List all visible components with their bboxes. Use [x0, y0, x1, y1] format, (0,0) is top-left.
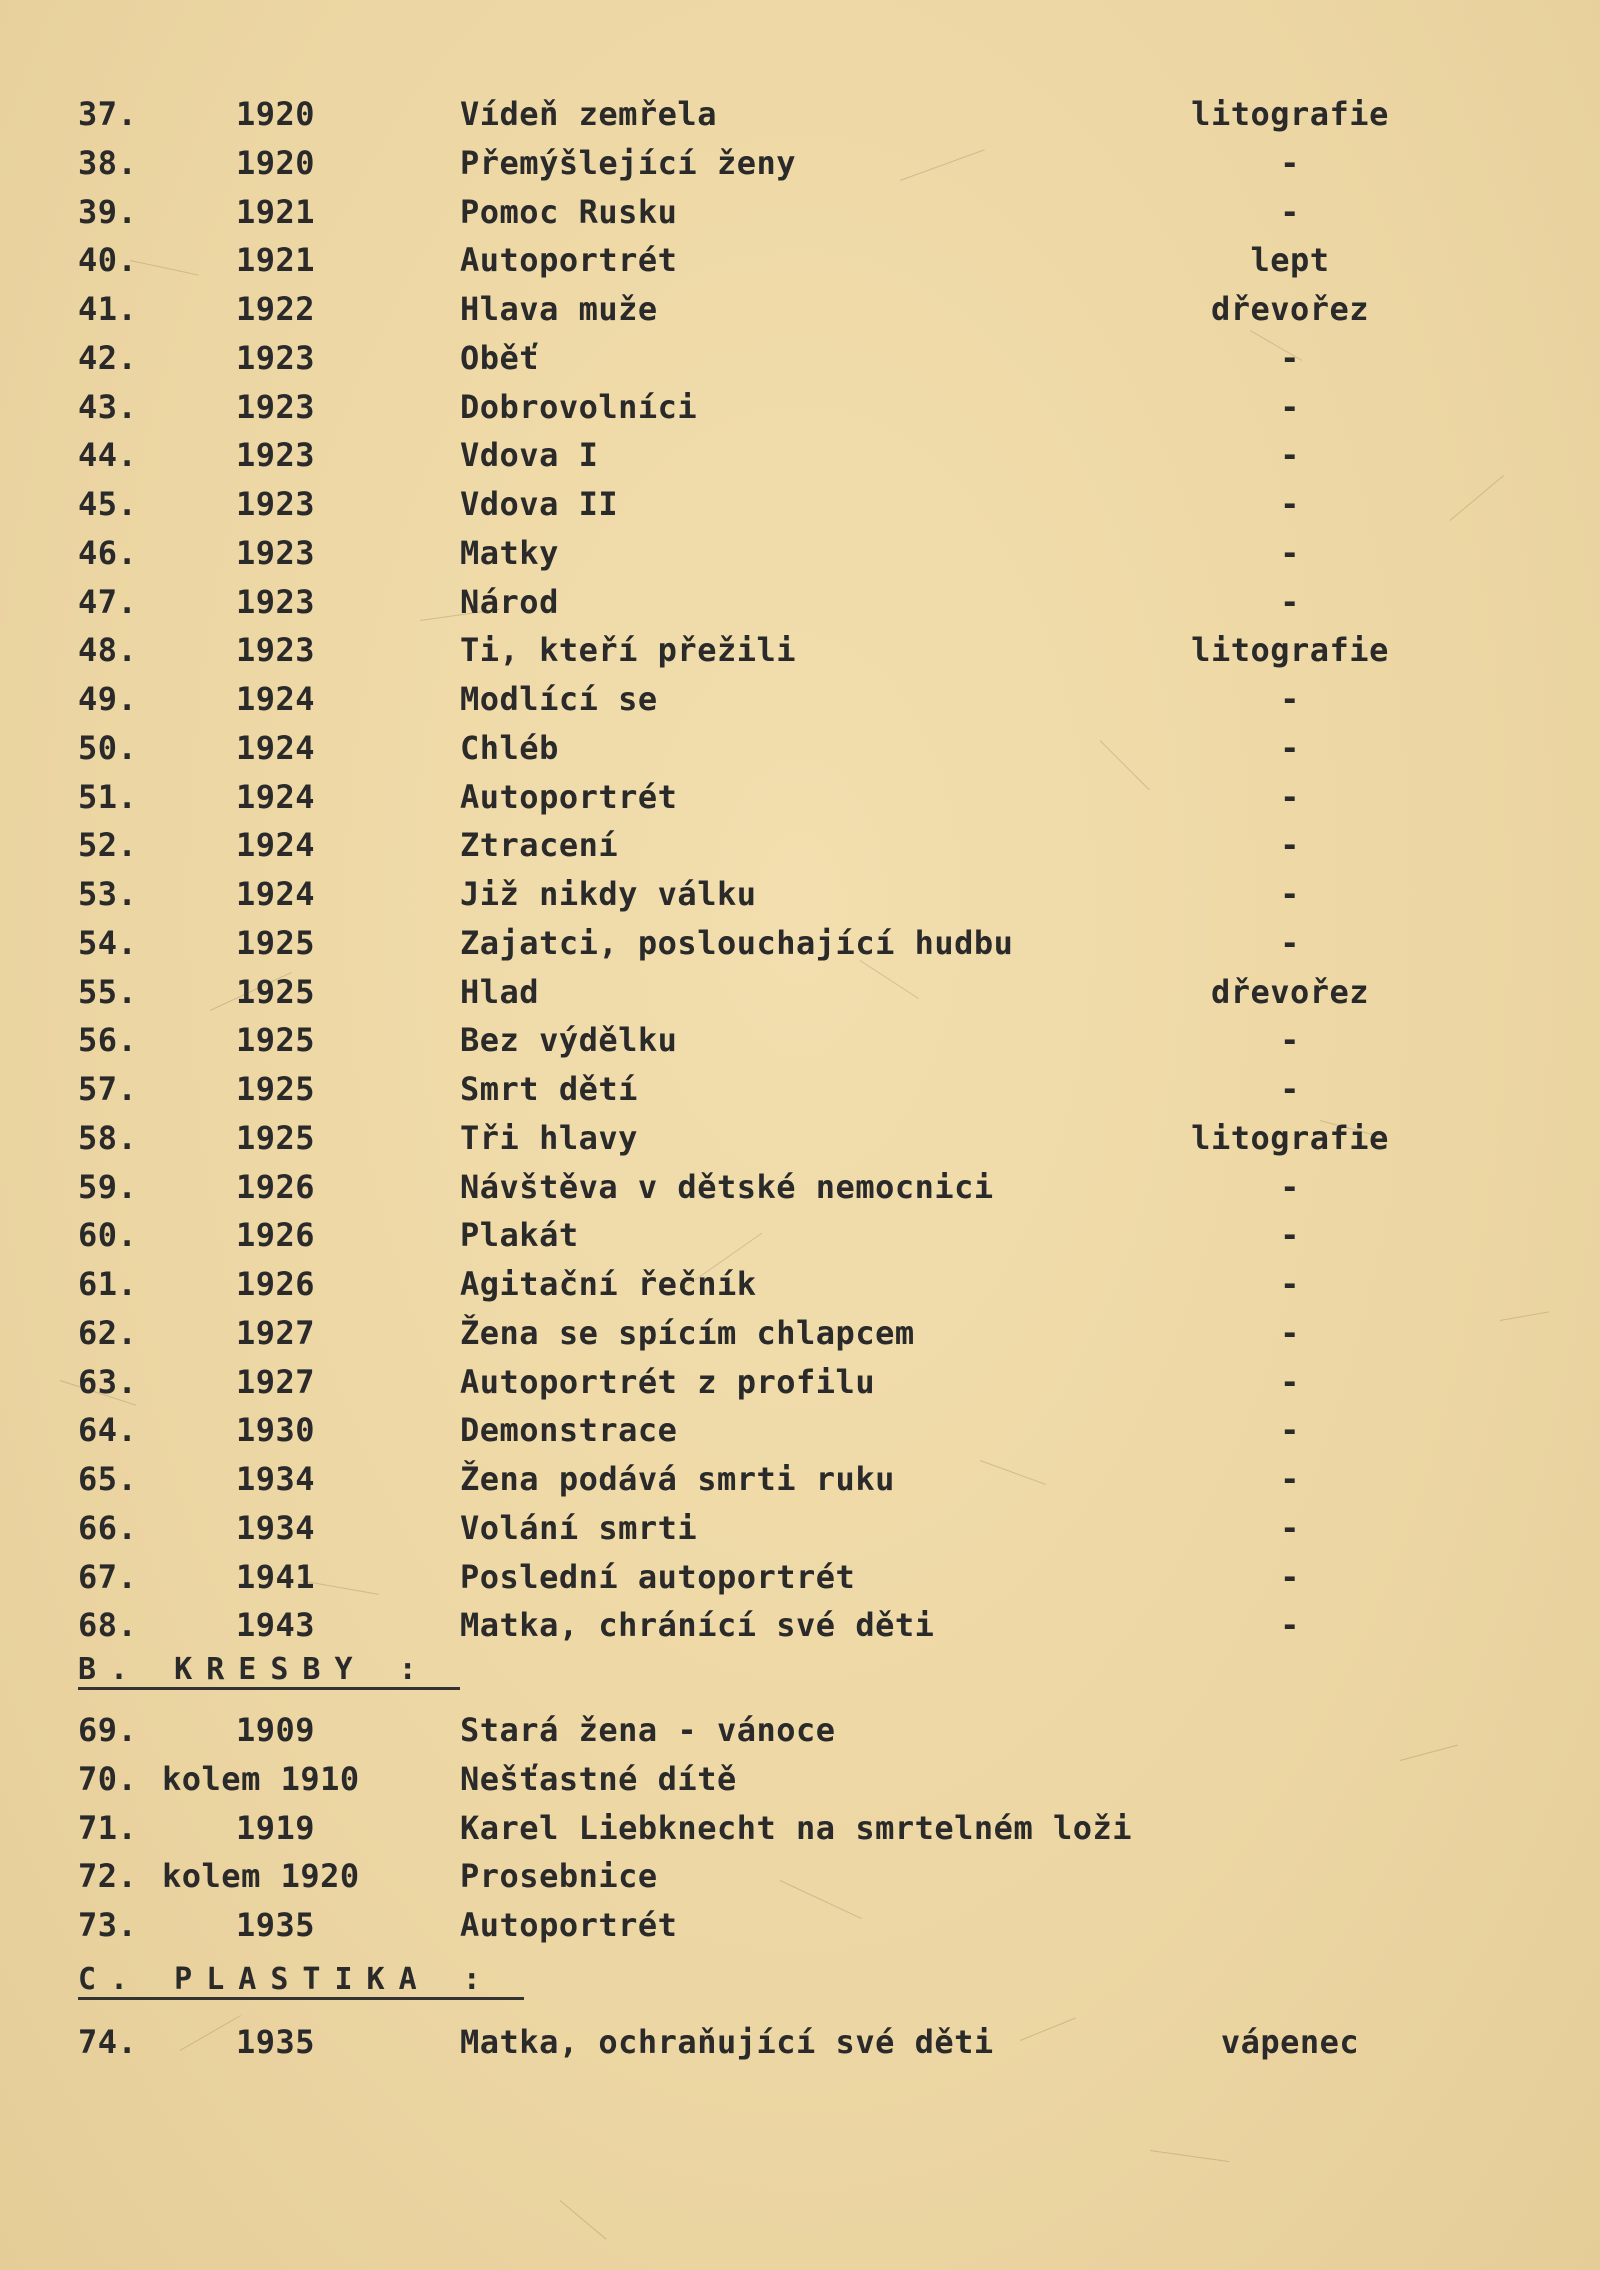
- item-number: 50.: [78, 728, 138, 767]
- item-technique: -: [1280, 728, 1300, 767]
- item-number: 46.: [78, 533, 138, 572]
- item-number: 38.: [78, 143, 138, 182]
- item-title: Matka, chránící své děti: [460, 1606, 935, 1645]
- item-title: Karel Liebknecht na smrtelném loži: [460, 1808, 1133, 1847]
- section-c-heading: C. PLASTIKA :: [78, 1962, 495, 1997]
- list-item: [0, 1901, 1600, 1949]
- item-technique: -: [1280, 1070, 1300, 1108]
- item-year: 1921: [236, 241, 316, 280]
- item-year: 1923: [236, 533, 316, 572]
- item-technique: -: [1280, 777, 1300, 816]
- list-item: [0, 383, 1600, 431]
- item-year: 1926: [236, 1216, 316, 1255]
- item-technique: -: [1280, 1557, 1300, 1596]
- item-title: Návštěva v dětské nemocnici: [460, 1167, 994, 1206]
- item-technique: -: [1280, 1411, 1300, 1450]
- item-title: Plakát: [460, 1216, 579, 1255]
- item-title: Autoportrét: [460, 241, 678, 280]
- item-title: Dobrovolníci: [460, 387, 698, 426]
- item-title: Demonstrace: [460, 1411, 678, 1450]
- item-technique: dřevořez: [1210, 972, 1370, 1011]
- list-item: [0, 139, 1600, 187]
- item-title: Chléb: [460, 728, 559, 767]
- item-number: 58.: [78, 1118, 138, 1157]
- item-number: 49.: [78, 680, 138, 718]
- item-number: 74.: [78, 2023, 138, 2061]
- item-title: Agitační řečník: [460, 1265, 757, 1303]
- item-year: 1935: [236, 1906, 316, 1944]
- list-item: [0, 773, 1600, 821]
- list-item: [0, 2018, 1600, 2066]
- item-number: 45.: [78, 485, 138, 523]
- item-number: 54.: [78, 923, 138, 962]
- item-number: 43.: [78, 387, 138, 426]
- item-year: 1927: [236, 1313, 316, 1352]
- item-technique: -: [1280, 680, 1300, 718]
- item-year: 1926: [236, 1167, 316, 1206]
- item-number: 64.: [78, 1411, 138, 1450]
- item-title: Poslední autoportrét: [460, 1557, 856, 1596]
- item-number: 55.: [78, 972, 138, 1011]
- item-year: 1924: [236, 680, 316, 718]
- item-technique: -: [1280, 1265, 1300, 1303]
- item-year: 1924: [236, 826, 316, 865]
- item-year: 1920: [236, 95, 316, 133]
- item-number: 48.: [78, 631, 138, 670]
- item-technique: -: [1280, 582, 1300, 621]
- item-title: Autoportrét: [460, 777, 678, 816]
- item-technique: litografie: [1191, 95, 1389, 133]
- item-number: 68.: [78, 1606, 138, 1645]
- item-year: 1925: [236, 1021, 316, 1060]
- item-technique: -: [1280, 1021, 1300, 1060]
- item-year: 1935: [236, 2023, 316, 2061]
- item-number: 63.: [78, 1362, 138, 1401]
- item-number: 69.: [78, 1711, 138, 1749]
- item-title: Modlící se: [460, 680, 658, 718]
- item-number: 42.: [78, 338, 138, 377]
- item-number: 47.: [78, 582, 138, 621]
- item-number: 67.: [78, 1557, 138, 1596]
- item-year: 1941: [236, 1557, 316, 1596]
- item-technique: -: [1280, 436, 1300, 475]
- item-title: Zajatci, poslouchající hudbu: [460, 923, 1014, 962]
- item-title: Hlava muže: [460, 290, 658, 328]
- item-title: Žena se spícím chlapcem: [460, 1313, 915, 1352]
- item-technique: -: [1280, 533, 1300, 572]
- item-number: 59.: [78, 1167, 138, 1206]
- item-year: 1923: [236, 485, 316, 523]
- list-item: [0, 968, 1600, 1016]
- list-item: [0, 236, 1600, 284]
- item-year: 1924: [236, 777, 316, 816]
- list-item: [0, 1706, 1600, 1754]
- item-technique: -: [1280, 826, 1300, 865]
- item-technique: litografie: [1191, 631, 1389, 670]
- item-title: Vídeň zemřela: [460, 95, 717, 133]
- list-item: [0, 188, 1600, 236]
- list-item: [0, 90, 1600, 138]
- list-item: [0, 529, 1600, 577]
- list-item: [0, 1309, 1600, 1357]
- list-item: [0, 821, 1600, 869]
- list-item: [0, 919, 1600, 967]
- item-number: 44.: [78, 436, 138, 475]
- item-year: 1934: [236, 1460, 316, 1498]
- list-item: [0, 1852, 1600, 1900]
- item-year: 1923: [236, 387, 316, 426]
- list-item: [0, 1406, 1600, 1454]
- item-number: 56.: [78, 1021, 138, 1060]
- item-technique: -: [1280, 143, 1300, 182]
- item-year: 1924: [236, 728, 316, 767]
- item-technique: -: [1280, 485, 1300, 523]
- list-item: [0, 1065, 1600, 1113]
- list-item: [0, 626, 1600, 674]
- list-item: [0, 480, 1600, 528]
- item-number: 60.: [78, 1216, 138, 1255]
- item-number: 40.: [78, 241, 138, 280]
- item-technique: -: [1280, 1313, 1300, 1352]
- item-title: Bez výdělku: [460, 1021, 678, 1060]
- list-item: [0, 334, 1600, 382]
- item-number: 51.: [78, 777, 138, 816]
- item-title: Tři hlavy: [460, 1118, 638, 1157]
- list-item: [0, 1114, 1600, 1162]
- item-title: Oběť: [460, 338, 540, 377]
- item-year: 1923: [236, 436, 316, 475]
- list-item: [0, 1755, 1600, 1803]
- list-item: [0, 1211, 1600, 1259]
- item-title: Ti, kteří přežili: [460, 631, 797, 670]
- item-title: Žena podává smrti ruku: [460, 1460, 895, 1498]
- item-title: Smrt dětí: [460, 1070, 638, 1108]
- item-year: 1909: [236, 1711, 316, 1749]
- item-year: 1925: [236, 1118, 316, 1157]
- item-number: 65.: [78, 1460, 138, 1498]
- item-year: 1924: [236, 875, 316, 913]
- item-technique: -: [1280, 1606, 1300, 1645]
- item-year: 1923: [236, 631, 316, 670]
- item-year: 1925: [236, 923, 316, 962]
- item-technique: dřevořez: [1210, 290, 1370, 328]
- item-number: 61.: [78, 1265, 138, 1303]
- item-technique: -: [1280, 1362, 1300, 1401]
- item-number: 71.: [78, 1808, 138, 1847]
- list-item: [0, 724, 1600, 772]
- item-number: 39.: [78, 192, 138, 231]
- item-title: Nešťastné dítě: [460, 1759, 737, 1798]
- item-title: Pomoc Rusku: [460, 192, 678, 231]
- item-year: 1943: [236, 1606, 316, 1645]
- item-title: Matka, ochraňující své děti: [460, 2023, 994, 2061]
- item-technique: litografie: [1191, 1118, 1389, 1157]
- item-title: Volání smrti: [460, 1508, 698, 1547]
- list-item: [0, 1358, 1600, 1406]
- item-number: 72.: [78, 1857, 138, 1896]
- list-item: [0, 675, 1600, 723]
- item-technique: -: [1280, 387, 1300, 426]
- item-technique: -: [1280, 1508, 1300, 1547]
- item-year: 1930: [236, 1411, 316, 1450]
- list-item: [0, 431, 1600, 479]
- item-year: 1923: [236, 338, 316, 377]
- item-year: 1920: [236, 143, 316, 182]
- list-item: [0, 870, 1600, 918]
- section-b-heading: B. KRESBY :: [78, 1652, 431, 1687]
- list-item: [0, 1455, 1600, 1503]
- list-item: [0, 1163, 1600, 1211]
- item-year: 1927: [236, 1362, 316, 1401]
- item-title: Přemýšlející ženy: [460, 143, 797, 182]
- item-technique: -: [1280, 192, 1300, 231]
- item-technique: vápenec: [1220, 2023, 1360, 2061]
- item-number: 62.: [78, 1313, 138, 1352]
- item-number: 53.: [78, 875, 138, 913]
- list-item: [0, 285, 1600, 333]
- item-number: 70.: [78, 1759, 138, 1798]
- item-title: Vdova I: [460, 436, 599, 475]
- item-year: kolem 1920: [162, 1857, 360, 1896]
- list-item: [0, 578, 1600, 626]
- item-number: 73.: [78, 1906, 138, 1944]
- item-technique: lept: [1250, 241, 1330, 280]
- item-title: Autoportrét: [460, 1906, 678, 1944]
- item-technique: -: [1280, 1216, 1300, 1255]
- item-number: 41.: [78, 290, 138, 328]
- item-year: 1921: [236, 192, 316, 231]
- item-title: Hlad: [460, 972, 540, 1011]
- section-c-underline: [78, 1997, 524, 2000]
- item-number: 37.: [78, 95, 138, 133]
- item-title: Již nikdy válku: [460, 875, 757, 913]
- item-year: 1926: [236, 1265, 316, 1303]
- item-year: 1919: [236, 1808, 316, 1847]
- item-technique: -: [1280, 338, 1300, 377]
- item-technique: -: [1280, 875, 1300, 913]
- item-title: Národ: [460, 582, 559, 621]
- item-year: 1922: [236, 290, 316, 328]
- item-year: 1934: [236, 1508, 316, 1547]
- item-number: 66.: [78, 1508, 138, 1547]
- item-title: Vdova II: [460, 485, 619, 523]
- item-title: Stará žena - vánoce: [460, 1711, 836, 1749]
- list-item: [0, 1601, 1600, 1649]
- item-title: Ztracení: [460, 826, 619, 865]
- list-item: [0, 1260, 1600, 1308]
- item-title: Prosebnice: [460, 1857, 658, 1896]
- item-year: 1925: [236, 1070, 316, 1108]
- list-item: [0, 1553, 1600, 1601]
- list-item: [0, 1504, 1600, 1552]
- item-year: kolem 1910: [162, 1759, 360, 1798]
- list-item: [0, 1804, 1600, 1852]
- item-technique: -: [1280, 1167, 1300, 1206]
- list-item: [0, 1016, 1600, 1064]
- item-title: Autoportrét z profilu: [460, 1362, 876, 1401]
- item-title: Matky: [460, 533, 559, 572]
- item-number: 52.: [78, 826, 138, 865]
- item-technique: -: [1280, 1460, 1300, 1498]
- item-number: 57.: [78, 1070, 138, 1108]
- item-year: 1923: [236, 582, 316, 621]
- item-year: 1925: [236, 972, 316, 1011]
- item-technique: -: [1280, 923, 1300, 962]
- section-b-underline: [78, 1687, 460, 1690]
